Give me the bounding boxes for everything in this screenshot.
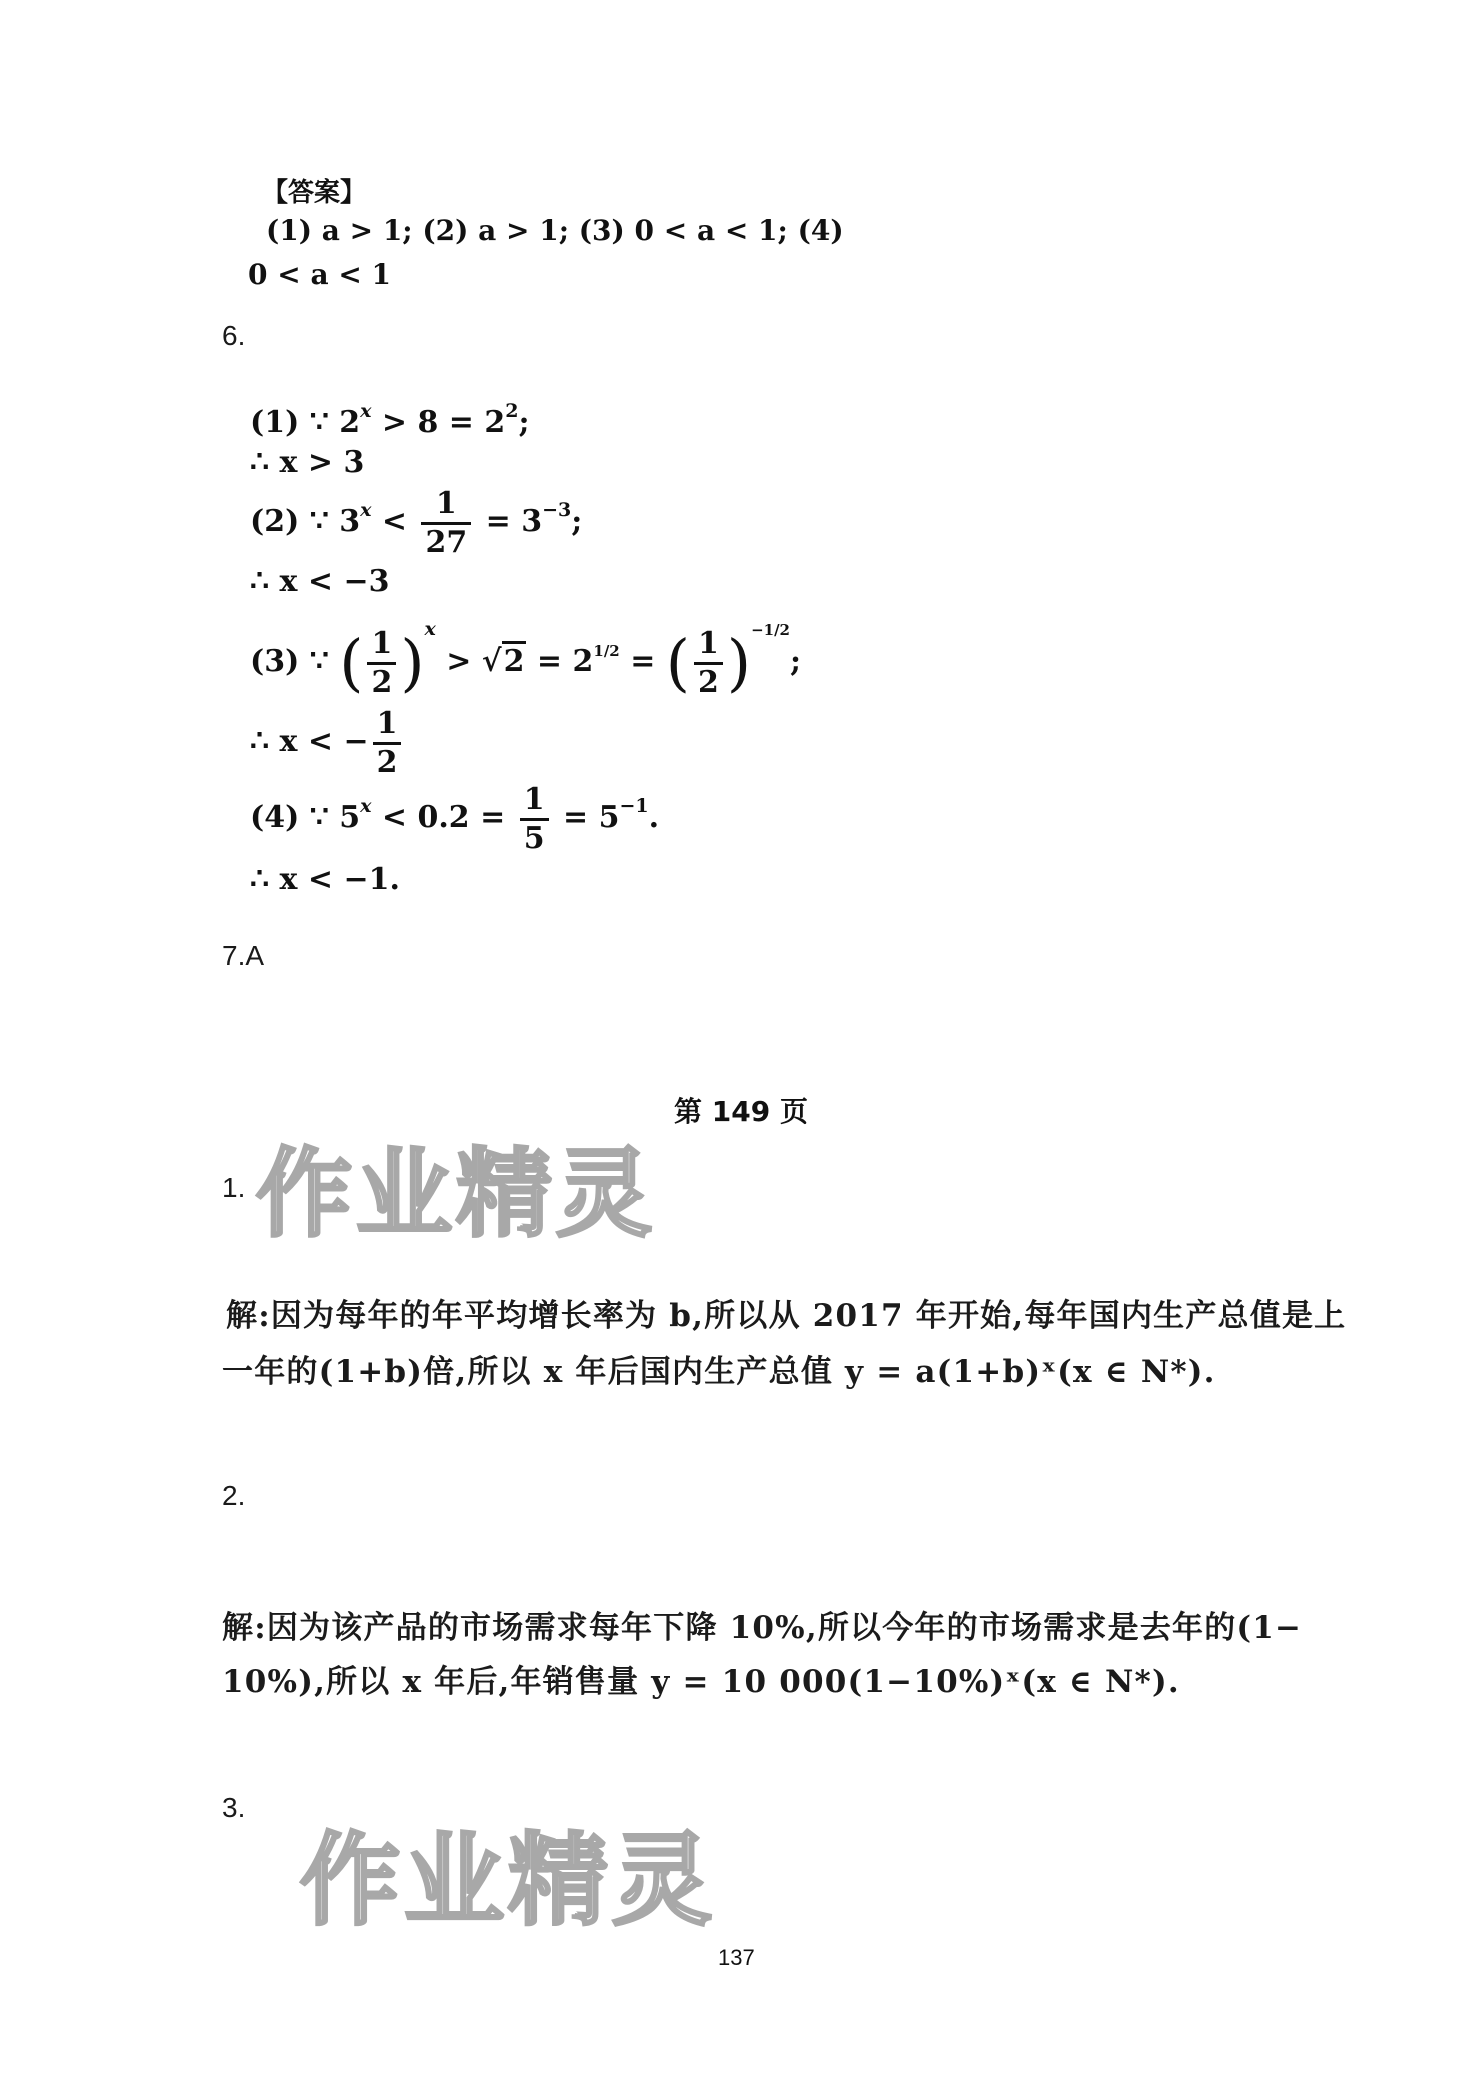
- question-7-label: 7.A: [222, 940, 265, 971]
- q6-step-1b: ∴ x > 3: [250, 445, 365, 480]
- answer-line-2: 0 < a < 1: [248, 258, 392, 291]
- answer-line-1: (1) a > 1; (2) a > 1; (3) 0 < a < 1; (4): [266, 214, 844, 247]
- q1-solution-line-2: 一年的(1+b)倍,所以 x 年后国内生产总值 y = a(1+b)ˣ(x ∈ N*).: [222, 1354, 1216, 1390]
- q6-step-3a: (3) ∵ ( $\frac{1}{2}$ )$^x > √2 = 2^{1/2}$ = ( $\frac{1}{2}$ )$^{-1/2}$;: [250, 618, 802, 700]
- answer-heading: 【答案】: [262, 178, 367, 208]
- q1-solution-line-1: 解:因为每年的年平均增长率为 b,所以从 2017 年开始,每年国内生产总值是上: [226, 1298, 1347, 1334]
- q6-step-4b: ∴ x < −1.: [250, 862, 400, 897]
- q6-step-4a: (4) ∵ $5^x < 0.2$ = $\frac{1}{5}$ = $5^{-1}$.: [250, 782, 660, 856]
- q2-solution-line-1: 解:因为该产品的市场需求每年下降 10%,所以今年的市场需求是去年的(1−: [222, 1610, 1303, 1646]
- question-6-label: 6.: [222, 320, 246, 351]
- q6-step-1a: (1) ∵ $2^x > 8 = 2^2$;: [250, 400, 530, 440]
- q6-step-2b: ∴ x < −3: [250, 564, 390, 599]
- watermark-logo-1: 作业精灵: [256, 1138, 656, 1250]
- question-3-label: 3.: [222, 1792, 246, 1823]
- watermark-logo-2: 作业精灵: [300, 1822, 716, 1939]
- page-number: 137: [718, 1945, 755, 1970]
- q6-step-3b: ∴ x < − $\frac{1}{2}$: [250, 708, 405, 778]
- question-1-label: 1.: [222, 1172, 246, 1203]
- page-section-heading: 第 149 页: [674, 1095, 808, 1128]
- q2-solution-line-2: 10%),所以 x 年后,年销售量 y = 10 000(1−10%)ˣ(x ∈ N*).: [222, 1664, 1180, 1700]
- question-2-label: 2.: [222, 1480, 246, 1511]
- q6-step-2a: (2) ∵ $3^x$ < $\frac{1}{27}$ = $3^{-3}$;: [250, 486, 583, 560]
